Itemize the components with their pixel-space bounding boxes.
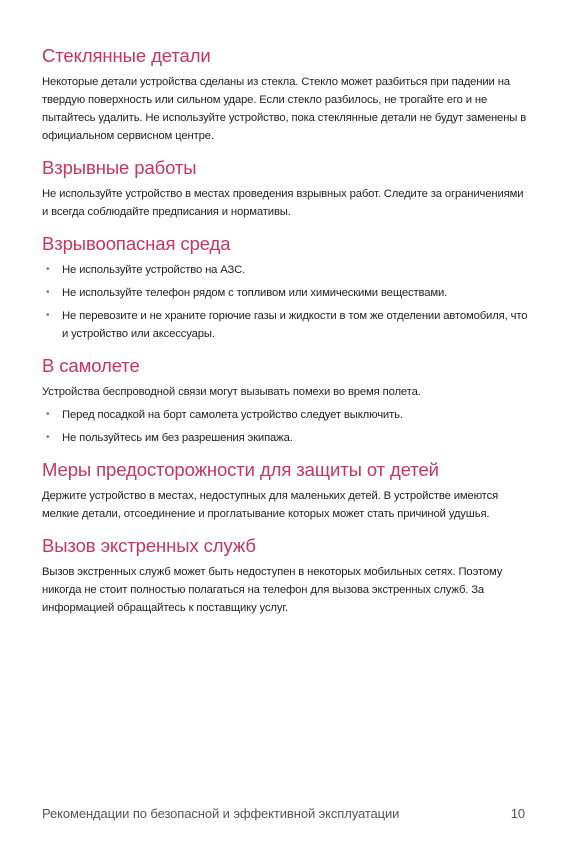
bullet-icon: • xyxy=(46,432,50,443)
list-item-text: Не используйте телефон рядом с топливом или химическими веществами. xyxy=(62,287,448,299)
section-child-safety xyxy=(42,458,532,523)
page-footer xyxy=(42,806,525,821)
page-number: 10 xyxy=(510,806,525,821)
section-heading: Взрывоопасная среда xyxy=(42,233,231,254)
section-emergency-calls xyxy=(42,534,532,617)
section-heading: Вызов экстренных служб xyxy=(42,535,256,556)
list-item-text: Перед посадкой на борт самолета устройство следует выключить. xyxy=(62,409,403,421)
section-heading: Стеклянные детали xyxy=(42,45,211,66)
section-heading: В самолете xyxy=(42,355,140,376)
section-paragraph: Держите устройство в местах, недоступных для маленьких детей. В устройстве имеются мелкие детали, отсоединение и проглатывание которых может стать причиной удушья. xyxy=(42,490,499,520)
bullet-icon: • xyxy=(46,287,50,298)
page-content xyxy=(42,44,532,617)
list-item xyxy=(42,284,532,302)
section-glass-parts xyxy=(42,44,532,145)
bullet-list xyxy=(42,406,532,447)
bullet-icon: • xyxy=(46,264,50,275)
section-paragraph: Не используйте устройство в местах проведения взрывных работ. Следите за ограничениями и всегда соблюдайте предписания и нормативы. xyxy=(42,188,524,218)
bullet-list xyxy=(42,261,532,343)
list-item xyxy=(42,406,532,424)
section-heading: Меры предосторожности для защиты от детей xyxy=(42,459,439,480)
section-blasting xyxy=(42,156,532,221)
list-item-text: Не перевозите и не храните горючие газы и жидкости в том же отделении автомобиля, что и устройство или аксессуары. xyxy=(62,310,528,340)
section-aircraft xyxy=(42,354,532,447)
section-heading: Взрывные работы xyxy=(42,157,197,178)
section-explosive-atmosphere xyxy=(42,232,532,343)
list-item xyxy=(42,261,532,279)
section-paragraph: Вызов экстренных служб может быть недоступен в некоторых мобильных сетях. Поэтому никогда не стоит полностью полагаться на телефон для вызова экстренных служб. За информацией обращайтесь к поставщику услуг. xyxy=(42,566,503,614)
list-item-text: Не пользуйтесь им без разрешения экипажа. xyxy=(62,432,293,444)
list-item xyxy=(42,429,532,447)
bullet-icon: • xyxy=(46,310,50,321)
footer-title: Рекомендации по безопасной и эффективной эксплуатации xyxy=(42,806,400,821)
bullet-icon: • xyxy=(46,409,50,420)
list-item xyxy=(42,307,532,343)
list-item-text: Не используйте устройство на АЗС. xyxy=(62,264,246,276)
section-paragraph: Некоторые детали устройства сделаны из стекла. Стекло может разбиться при падении на твердую поверхность или сильном ударе. Если стекло разбилось, не трогайте его и не пытайтесь удалить. Не используйте устройство, пока стеклянные детали не будут заменены в официальном сервисном центре. xyxy=(42,76,527,142)
section-paragraph: Устройства беспроводной связи могут вызывать помехи во время полета. xyxy=(42,386,421,398)
